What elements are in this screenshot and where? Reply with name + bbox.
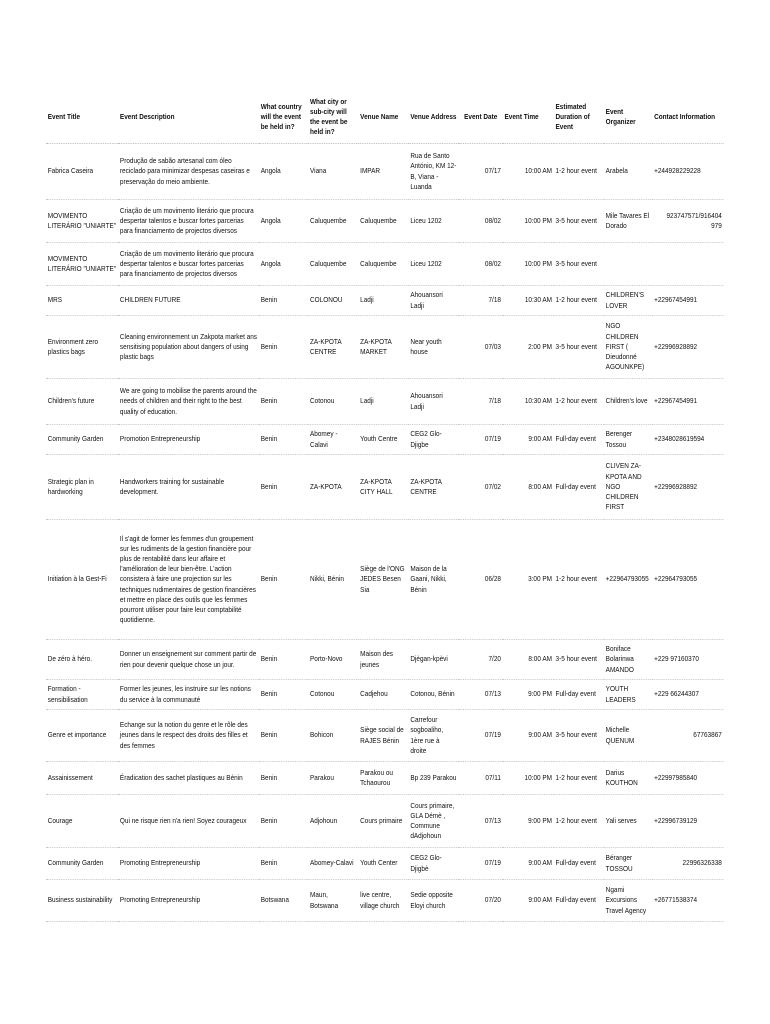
cell-venue-address: Near youth house — [409, 316, 459, 379]
cell-contact: 923747571/916404 979 — [652, 200, 723, 243]
cell-event-description: We are going to mobilise the parents around the needs of children and their right to the best quality of education. — [118, 379, 259, 425]
cell-organizer: CLIVEN ZA-KPOTA AND NGO CHILDREN FIRST — [604, 455, 652, 520]
cell-city: Cotonou — [308, 379, 358, 425]
cell-event-date: 07/19 — [459, 848, 503, 880]
cell-country: Benin — [259, 848, 308, 880]
cell-event-date: 07/17 — [459, 144, 503, 200]
events-table — [46, 91, 724, 922]
cell-event-title: Business sustainability — [46, 880, 118, 922]
cell-event-title: MRS — [46, 286, 118, 316]
cell-event-time: 10:00 PM — [503, 200, 554, 243]
table-row — [46, 710, 724, 762]
cell-venue-name: Ladji — [358, 379, 408, 425]
cell-event-description: Il s'agit de former les femmes d'un groupement sur les rudiments de la gestion financière pour plus de rentabilité dans leur affaire et l'amélioration de leur bien-être. L'action consistera à faire une projection sur les techniques rudimentaires de gestion financières et mettre en place des outils que les femmes pourront utiliser pour faire leur comptabilité quotidienne. — [118, 520, 259, 640]
cell-venue-name: Ladji — [358, 286, 408, 316]
cell-duration: 1-2 hour event — [554, 286, 604, 316]
header-event-title: Event Title — [46, 91, 118, 144]
cell-venue-name: Youth Center — [358, 848, 408, 880]
cell-event-title: Initiation à la Gest-Fi — [46, 520, 118, 640]
cell-country: Benin — [259, 286, 308, 316]
cell-venue-address: CEG2 Glo-Djigbè — [409, 848, 459, 880]
cell-duration: 1-2 hour event — [554, 520, 604, 640]
header-city: What city or sub-city will the event be held in? — [308, 91, 358, 144]
cell-venue-name: Caluquembe — [358, 200, 408, 243]
cell-event-description: Handworkers training for sustainable development. — [118, 455, 259, 520]
cell-event-title: Fabrica Caseira — [46, 144, 118, 200]
cell-event-description: Donner un enseignement sur comment partir de rien pour devenir quelque chose un jour. — [118, 640, 259, 680]
cell-country: Benin — [259, 455, 308, 520]
table-row — [46, 640, 724, 680]
cell-event-title: MOVIMENTO LITERÁRIO "UNIARTE" — [46, 243, 118, 286]
cell-organizer: YOUTH LEADERS — [604, 680, 652, 710]
cell-venue-address: ZA-KPOTA CENTRE — [409, 455, 459, 520]
table-row — [46, 200, 724, 243]
cell-city: Caluquembe — [308, 243, 358, 286]
cell-venue-address: Cours primaire, GLA Démè , Commune dAdjohoun — [409, 795, 459, 848]
cell-event-time: 10:00 PM — [503, 762, 554, 795]
cell-venue-name: Siège social de RAJES Bénin — [358, 710, 408, 762]
table-row — [46, 455, 724, 520]
cell-venue-name: Cadjehou — [358, 680, 408, 710]
cell-organizer: Berenger Tossou — [604, 425, 652, 455]
cell-venue-address: Maison de la Gaani, Nikki, Bénin — [409, 520, 459, 640]
cell-venue-address: Carrefour sogboaliho, 1ère rue à droite — [409, 710, 459, 762]
cell-event-time: 9:00 AM — [503, 848, 554, 880]
cell-city: ZA-KPOTA — [308, 455, 358, 520]
cell-duration: 3-5 hour event — [554, 710, 604, 762]
cell-venue-address: Djègan-kpèvi — [409, 640, 459, 680]
cell-event-date: 7/18 — [459, 286, 503, 316]
table-row — [46, 880, 724, 922]
cell-event-description: Criação de um movimento literário que procura despertar talentos e buscar fortes parcerias para financiamento de projectos diversos — [118, 243, 259, 286]
cell-event-title: Genre et importance — [46, 710, 118, 762]
cell-venue-address: Liceu 1202 — [409, 243, 459, 286]
header-organizer: Event Organizer — [604, 91, 652, 144]
cell-duration: Full-day event — [554, 425, 604, 455]
cell-organizer: Arabela — [604, 144, 652, 200]
cell-duration: 1-2 hour event — [554, 144, 604, 200]
cell-city: Porto-Novo — [308, 640, 358, 680]
cell-country: Benin — [259, 520, 308, 640]
cell-country: Botswana — [259, 880, 308, 922]
cell-venue-address: Sedie opposite Eloyi church — [409, 880, 459, 922]
cell-contact: +26771538374 — [652, 880, 723, 922]
cell-venue-name: live centre, village church — [358, 880, 408, 922]
cell-country: Benin — [259, 425, 308, 455]
cell-contact: 67763867 — [652, 710, 723, 762]
header-duration: Estimated Duration of Event — [554, 91, 604, 144]
cell-event-time: 9:00 PM — [503, 680, 554, 710]
cell-venue-name: IMPAR — [358, 144, 408, 200]
header-event-date: Event Date — [459, 91, 503, 144]
cell-duration: Full-day event — [554, 455, 604, 520]
header-venue-name: Venue Name — [358, 91, 408, 144]
cell-event-time: 9:00 PM — [503, 795, 554, 848]
cell-contact: +2348028619594 — [652, 425, 723, 455]
cell-city: Cotonou — [308, 680, 358, 710]
cell-event-date: 7/20 — [459, 640, 503, 680]
table-row — [46, 795, 724, 848]
cell-city: Parakou — [308, 762, 358, 795]
cell-country: Angola — [259, 144, 308, 200]
cell-venue-address: CEG2 Glo-Djigbe — [409, 425, 459, 455]
cell-venue-name: Caluquembe — [358, 243, 408, 286]
header-event-description: Event Description — [118, 91, 259, 144]
cell-contact: +22964793055 — [652, 520, 723, 640]
table-row — [46, 316, 724, 379]
cell-city: Maun, Botswana — [308, 880, 358, 922]
cell-venue-address: Ahouansori Ladji — [409, 379, 459, 425]
cell-venue-name: Cours primaire — [358, 795, 408, 848]
cell-event-description: Éradication des sachet plastiques au Bénin — [118, 762, 259, 795]
cell-organizer: Mile Tavares El Dorado — [604, 200, 652, 243]
cell-duration: 3-5 hour event — [554, 200, 604, 243]
cell-city: Adjohoun — [308, 795, 358, 848]
cell-duration: Full-day event — [554, 880, 604, 922]
cell-duration: 3-5 hour event — [554, 316, 604, 379]
cell-venue-name: Maison des jeunes — [358, 640, 408, 680]
cell-duration: Full-day event — [554, 848, 604, 880]
cell-event-description: Qui ne risque rien n'a rien! Soyez courageux — [118, 795, 259, 848]
cell-event-title: Children's future — [46, 379, 118, 425]
cell-event-title: Formation - sensibilisation — [46, 680, 118, 710]
cell-event-date: 07/13 — [459, 680, 503, 710]
table-row — [46, 425, 724, 455]
cell-duration: 1-2 hour event — [554, 762, 604, 795]
cell-venue-address: Liceu 1202 — [409, 200, 459, 243]
cell-event-description: Produção de sabão artesanal com óleo reciclado para minimizar despesas caseiras e preservação do meio ambiente. — [118, 144, 259, 200]
cell-venue-address: Bp 239 Parakou — [409, 762, 459, 795]
table-row — [46, 762, 724, 795]
cell-event-title: Courage — [46, 795, 118, 848]
cell-event-date: 07/20 — [459, 880, 503, 922]
cell-event-time: 9:00 AM — [503, 880, 554, 922]
cell-city: COLONOU — [308, 286, 358, 316]
table-row — [46, 848, 724, 880]
cell-venue-name: ZA-KPOTA MARKET — [358, 316, 408, 379]
cell-organizer: NGO CHILDREN FIRST ( Dieudonné AGOUNKPE) — [604, 316, 652, 379]
cell-contact: +244928229228 — [652, 144, 723, 200]
cell-organizer: Yali serves — [604, 795, 652, 848]
cell-duration: Full-day event — [554, 680, 604, 710]
table-row — [46, 680, 724, 710]
cell-country: Benin — [259, 316, 308, 379]
table-row — [46, 379, 724, 425]
cell-event-date: 07/02 — [459, 455, 503, 520]
cell-contact: +229 97160370 — [652, 640, 723, 680]
cell-city: Caluquembe — [308, 200, 358, 243]
cell-event-date: 07/19 — [459, 425, 503, 455]
table-row — [46, 243, 724, 286]
cell-event-description: Promoting Entrepreneurship — [118, 848, 259, 880]
cell-event-description: Promoting Entrepreneurship — [118, 880, 259, 922]
table-body — [46, 144, 724, 922]
cell-event-date: 07/11 — [459, 762, 503, 795]
cell-country: Benin — [259, 379, 308, 425]
cell-contact: +22967454991 — [652, 379, 723, 425]
cell-organizer: CHILDREN'S LOVER — [604, 286, 652, 316]
cell-organizer: Michelle QUENUM — [604, 710, 652, 762]
spreadsheet — [46, 91, 724, 922]
cell-country: Benin — [259, 762, 308, 795]
cell-contact — [652, 243, 723, 286]
cell-contact: +22996928892 — [652, 455, 723, 520]
cell-contact: +22996928892 — [652, 316, 723, 379]
cell-event-time: 8:00 AM — [503, 455, 554, 520]
cell-duration: 1-2 hour event — [554, 795, 604, 848]
cell-event-description: Cleaning environnement un Zakpota market ans sensitising population about dangers of using plastic bags — [118, 316, 259, 379]
cell-country: Benin — [259, 680, 308, 710]
cell-venue-address: Cotonou, Bénin — [409, 680, 459, 710]
cell-country: Angola — [259, 200, 308, 243]
cell-event-date: 07/13 — [459, 795, 503, 848]
cell-city: ZA-KPOTA CENTRE — [308, 316, 358, 379]
table-row — [46, 144, 724, 200]
cell-venue-name: ZA-KPOTA CITY HALL — [358, 455, 408, 520]
header-contact: Contact Information — [652, 91, 723, 144]
header-venue-address: Venue Address — [409, 91, 459, 144]
cell-event-description: Echange sur la notion du genre et le rôle des jeunes dans le respect des droits des filles et des femmes — [118, 710, 259, 762]
cell-country: Angola — [259, 243, 308, 286]
cell-event-time: 9:00 AM — [503, 425, 554, 455]
cell-event-time: 10:00 AM — [503, 144, 554, 200]
cell-contact: 22996326338 — [652, 848, 723, 880]
cell-event-date: 7/18 — [459, 379, 503, 425]
cell-duration: 1-2 hour event — [554, 379, 604, 425]
cell-venue-name: Youth Centre — [358, 425, 408, 455]
cell-event-time: 2:00 PM — [503, 316, 554, 379]
cell-organizer: Béranger TOSSOU — [604, 848, 652, 880]
cell-event-time: 3:00 PM — [503, 520, 554, 640]
cell-event-title: MOVIMENTO LITERÁRIO "UNIARTE" — [46, 200, 118, 243]
cell-organizer — [604, 243, 652, 286]
cell-venue-name: Parakou ou Tchaourou — [358, 762, 408, 795]
cell-city: Abomey - Calavi — [308, 425, 358, 455]
cell-event-title: De zéro à héro. — [46, 640, 118, 680]
cell-event-date: 07/03 — [459, 316, 503, 379]
cell-event-date: 06/28 — [459, 520, 503, 640]
cell-event-description: Promotion Entrepreneurship — [118, 425, 259, 455]
header-row — [46, 91, 724, 144]
cell-contact: +22967454991 — [652, 286, 723, 316]
cell-contact: +22996739129 — [652, 795, 723, 848]
cell-country: Benin — [259, 710, 308, 762]
cell-event-date: 08/02 — [459, 243, 503, 286]
cell-organizer: Ngami Excursions Travel Agency — [604, 880, 652, 922]
cell-country: Benin — [259, 640, 308, 680]
cell-city: Abomey-Calavi — [308, 848, 358, 880]
cell-event-time: 10:30 AM — [503, 286, 554, 316]
header-country: What country will the event be held in? — [259, 91, 308, 144]
cell-duration: 3-5 hour event — [554, 640, 604, 680]
cell-duration: 3-5 hour event — [554, 243, 604, 286]
cell-event-time: 9:00 AM — [503, 710, 554, 762]
cell-event-date: 07/19 — [459, 710, 503, 762]
cell-venue-name: Siège de l'ONG JEDES Besen Sia — [358, 520, 408, 640]
cell-city: Nikki, Bénin — [308, 520, 358, 640]
table-row — [46, 286, 724, 316]
cell-event-date: 08/02 — [459, 200, 503, 243]
cell-event-description: CHILDREN FUTURE — [118, 286, 259, 316]
cell-event-title: Environment zero plastics bags — [46, 316, 118, 379]
cell-event-title: Assainissement — [46, 762, 118, 795]
cell-event-time: 8:00 AM — [503, 640, 554, 680]
cell-event-title: Strategic plan in hardworking — [46, 455, 118, 520]
table-row — [46, 520, 724, 640]
cell-organizer: Darius KOUTHON — [604, 762, 652, 795]
cell-city: Bohicon — [308, 710, 358, 762]
cell-event-title: Community Garden — [46, 425, 118, 455]
cell-venue-address: Ahouansori Ladji — [409, 286, 459, 316]
cell-organizer: Boniface Bolarinwa AMANDO — [604, 640, 652, 680]
cell-event-time: 10:00 PM — [503, 243, 554, 286]
cell-contact: +229 66244307 — [652, 680, 723, 710]
cell-event-description: Former les jeunes, les instruire sur les notions du service à la communauté — [118, 680, 259, 710]
cell-event-title: Community Garden — [46, 848, 118, 880]
header-event-time: Event Time — [503, 91, 554, 144]
cell-event-description: Criação de um movimento literário que procura despertar talentos e buscar fortes parcerias para financiamento de projectos diversos — [118, 200, 259, 243]
cell-contact: +22997985840 — [652, 762, 723, 795]
cell-organizer: +22964793055 — [604, 520, 652, 640]
cell-event-time: 10:30 AM — [503, 379, 554, 425]
cell-city: Viana — [308, 144, 358, 200]
cell-venue-address: Rua de Santo António, KM 12-B, Viana - Luanda — [409, 144, 459, 200]
cell-country: Benin — [259, 795, 308, 848]
cell-organizer: Children's love — [604, 379, 652, 425]
